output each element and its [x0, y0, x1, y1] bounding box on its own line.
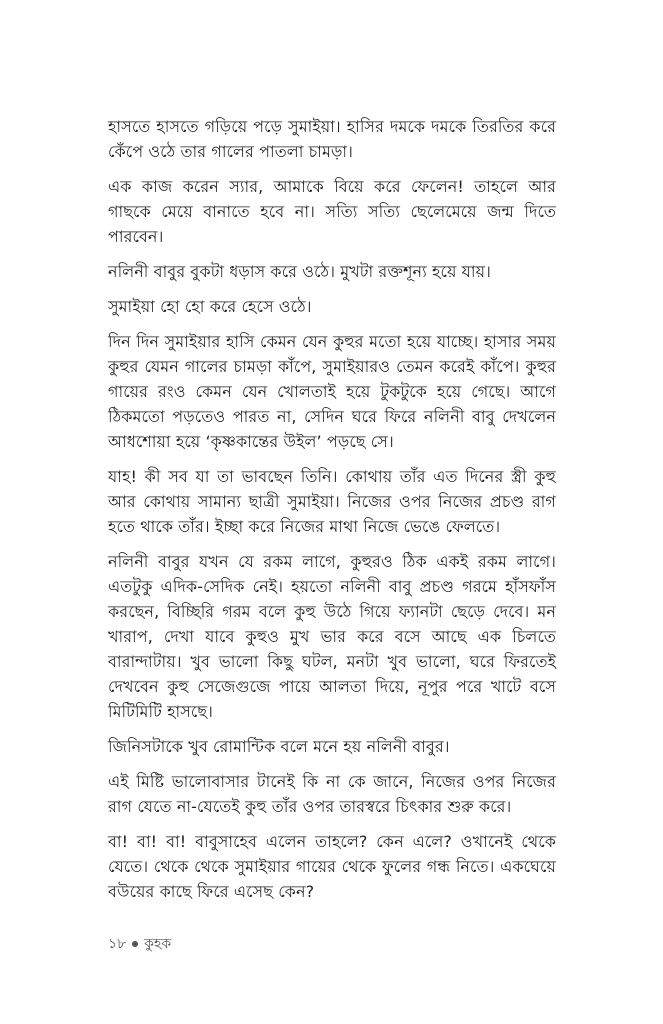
paragraph-7: নলিনী বাবুর যখন যে রকম লাগে, কুহুরও ঠিক একই রকম লাগে। এতটুকু এদিক-সেদিক নেই। হয়তো নলিনী বাবু প্রচণ্ড গরমে হাঁসফাঁস করছেন, বিচ্ছিরি গরম বলে কুহু উঠে গিয়ে ফ্যানটা ছেড়ে দেবে। মন খারাপ, দেখা যাবে কুহুও মুখ ভার করে বসে আছে এক চিলতে বারান্দাটায়। খুব ভালো কিছু ঘটল, মনটা খুব ভালো, ঘরে ফিরতেই দেখবেন কুহু সেজেগুজে পায়ে আলতা দিয়ে, নূপুর পরে খাটে বসে মিটিমিটি হাসছে। — [108, 552, 556, 721]
paragraph-1: হাসতে হাসতে গড়িয়ে পড়ে সুমাইয়া। হাসির দমকে দমকে তিরতির করে কেঁপে ওঠে তার গালের পাতলা চামড়া। — [108, 117, 556, 161]
page-body — [108, 114, 556, 914]
paragraph-2: এক কাজ করেন স্যার, আমাকে বিয়ে করে ফেলেন! তাহলে আর গাছকে মেয়ে বানাতে হবে না। সত্যি সত্যি ছেলেমেয়ে জন্ম দিতে পারবেন। — [108, 177, 556, 246]
paragraph-8: জিনিসটাকে খুব রোমান্টিক বলে মনে হয় নলিনী বাবুর। — [108, 737, 450, 756]
page-footer — [108, 932, 171, 956]
page-number: ১৮ — [108, 936, 127, 952]
paragraph-6: যাহ! কী সব যা তা ভাবছেন তিনি। কোথায় তাঁর এত দিনের স্ত্রী কুহু আর কোথায় সামান্য ছাত্রী সুমাইয়া। নিজের ওপর নিজের প্রচণ্ড রাগ হতে থাকে তাঁর। ইচ্ছা করে নিজের মাথা নিজে ভেঙে ফেলতে। — [108, 467, 556, 536]
paragraph-9: এই মিষ্টি ভালোবাসার টানেই কি না কে জানে, নিজের ওপর নিজের রাগ যেতে না-যেতেই কুহু তাঁর ওপর তারস্বরে চিৎকার শুরু করে। — [108, 772, 556, 816]
paragraph-5: দিন দিন সুমাইয়ার হাসি কেমন যেন কুহুর মতো হয়ে যাচ্ছে। হাসার সময় কুহুর যেমন গালের চামড়া কাঁপে, সুমাইয়ারও তেমন করেই কাঁপে। কুহুর গায়ের রংও কেমন যেন খোলতাই হয়ে টুকটুকে হয়ে গেছে। আগে ঠিকমতো পড়তেও পারত না, সেদিন ঘরে ফিরে নলিনী বাবু দেখলেন আধশোয়া হয়ে ‘কৃষ্ণকান্তের উইল’ পড়ছে সে। — [108, 332, 556, 451]
bullet-separator-icon — [132, 941, 138, 947]
book-title: কুহক — [144, 936, 172, 952]
paragraph-4: সুমাইয়া হো হো করে হেসে ওঠে। — [108, 297, 312, 316]
paragraph-3: নলিনী বাবুর বুকটা ধড়াস করে ওঠে। মুখটা রক্তশূন্য হয়ে যায়। — [108, 262, 491, 281]
paragraph-10: বা! বা! বা! বাবুসাহেব এলেন তাহলে? কেন এলে? ওখানেই থেকে যেতে। থেকে থেকে সুমাইয়ার গায়ের থেকে ফুলের গন্ধ নিতে। একঘেয়ে বউয়ের কাছে ফিরে এসেছ কেন? — [108, 832, 556, 901]
